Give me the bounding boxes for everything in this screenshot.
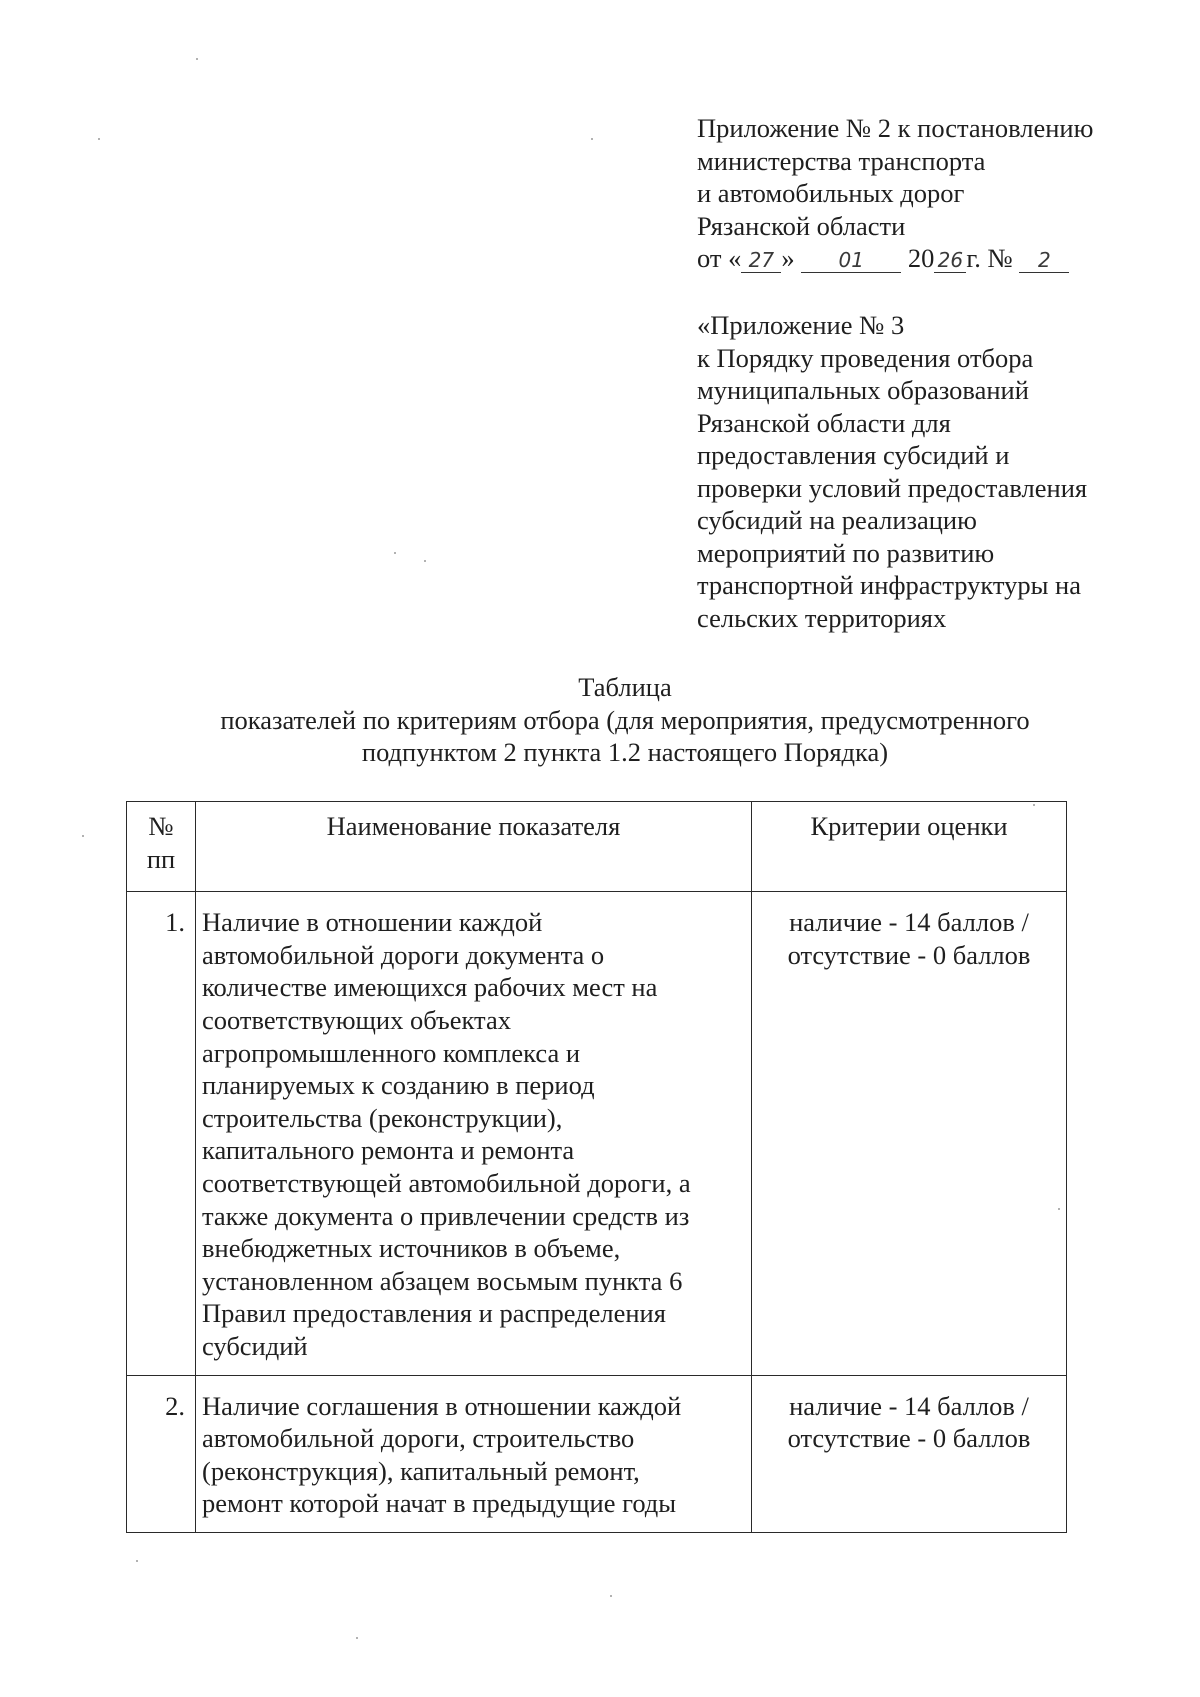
indicator-line: субсидий — [202, 1330, 308, 1361]
indicator-line: ремонт которой начат в предыдущие годы — [202, 1488, 677, 1519]
header-line: Рязанской области — [697, 210, 906, 241]
handwritten-doc-number: 2 — [1019, 248, 1069, 273]
scan-speck — [591, 138, 593, 140]
date-prefix: от « — [697, 243, 742, 273]
scan-speck — [610, 1595, 612, 1597]
table-row — [127, 892, 1067, 1375]
title-line: подпунктом 2 пункта 1.2 настоящего Порядка) — [361, 737, 889, 767]
header-number — [127, 802, 196, 892]
appendix-line: субсидий на реализацию — [697, 505, 977, 535]
scan-speck — [356, 1637, 358, 1639]
resolution-date-line — [697, 242, 1157, 275]
scan-speck — [424, 560, 426, 562]
table-row — [127, 1375, 1067, 1532]
row-number: 2. — [127, 1375, 196, 1532]
header-evaluation-criteria: Критерии оценки — [752, 802, 1067, 892]
handwritten-day: 27 — [741, 248, 781, 273]
criteria-line: отсутствие - 0 баллов — [787, 1423, 1031, 1454]
appendix-line: Рязанской области для — [697, 407, 951, 438]
table-header-row — [127, 802, 1067, 892]
indicator-line: соответствующих объектах — [202, 1004, 511, 1035]
indicator-line: строительства (реконструкции), — [202, 1102, 563, 1133]
indicator-line: (реконструкция), капитальный ремонт, — [202, 1455, 640, 1486]
row-number: 1. — [127, 892, 196, 1375]
criteria-line: наличие - 14 баллов / — [789, 1390, 1029, 1421]
handwritten-year: 26 — [934, 248, 966, 273]
header-line: министерства транспорта — [697, 145, 986, 176]
indicator-line: автомобильной дороги документа о — [202, 939, 605, 970]
indicator-line: соответствующей автомобильной дороги, а — [202, 1167, 691, 1198]
header-indicator-name: Наименование показателя — [196, 802, 752, 892]
date-after-year: г. № — [966, 243, 1020, 273]
appendix-line: транспортной инфраструктуры на — [697, 570, 1082, 600]
indicator-name — [196, 892, 752, 1375]
appendix-line: к Порядку проведения отбора — [697, 342, 1034, 373]
indicator-line: внебюджетных источников в объеме, — [202, 1233, 621, 1264]
indicator-line: установленном абзацем восьмым пункта 6 — [202, 1265, 683, 1296]
scan-speck — [394, 552, 396, 554]
appendix-line: предоставления субсидий и — [697, 440, 1010, 470]
title-line: Таблица — [578, 672, 672, 702]
appendix-line: сельских территориях — [697, 602, 947, 633]
resolution-attachment-header — [697, 112, 1157, 275]
evaluation-criteria — [752, 1375, 1067, 1532]
evaluation-criteria — [752, 892, 1067, 1375]
indicator-line: агропромышленного комплекса и — [202, 1037, 581, 1068]
indicator-line: Наличие в отношении каждой — [202, 907, 543, 938]
scan-speck — [196, 58, 198, 60]
header-number-line: пп — [146, 843, 176, 874]
criteria-table-wrapper — [126, 801, 1067, 1533]
header-line: и автомобильных дорог — [697, 178, 965, 208]
scan-speck — [98, 138, 100, 140]
title-line: показателей по критериям отбора (для мероприятия, предусмотренного — [220, 704, 1030, 735]
indicator-line: Наличие соглашения в отношении каждой — [202, 1390, 682, 1421]
scan-speck — [82, 835, 84, 837]
scan-speck — [1058, 1208, 1060, 1210]
indicator-name — [196, 1375, 752, 1532]
indicator-line: количестве имеющихся рабочих мест на — [202, 972, 658, 1003]
criteria-table — [126, 801, 1067, 1533]
appendix-line: мероприятий по развитию — [697, 537, 995, 568]
indicator-line: Правил предоставления и распределения — [202, 1298, 666, 1329]
date-mid: » — [781, 243, 802, 273]
criteria-line: отсутствие - 0 баллов — [787, 939, 1031, 970]
indicator-line: также документа о привлечении средств из — [202, 1200, 690, 1231]
appendix-line: муниципальных образований — [697, 375, 1029, 405]
handwritten-month: 01 — [801, 248, 901, 273]
appendix-line: «Приложение № 3 — [697, 310, 905, 340]
scan-speck — [136, 1560, 138, 1562]
indicator-line: планируемых к созданию в период — [202, 1070, 595, 1101]
header-line: Приложение № 2 к постановлению — [697, 113, 1094, 143]
scan-speck — [1033, 804, 1035, 806]
table-title — [0, 671, 1200, 769]
header-number-line: № — [148, 811, 174, 841]
date-year-prefix: 20 — [901, 243, 935, 273]
criteria-line: наличие - 14 баллов / — [789, 907, 1029, 938]
indicator-line: капитального ремонта и ремонта — [202, 1135, 575, 1166]
indicator-line: автомобильной дороги, строительство — [202, 1423, 635, 1454]
appendix-reference — [697, 309, 1167, 634]
appendix-line: проверки условий предоставления — [697, 472, 1088, 503]
